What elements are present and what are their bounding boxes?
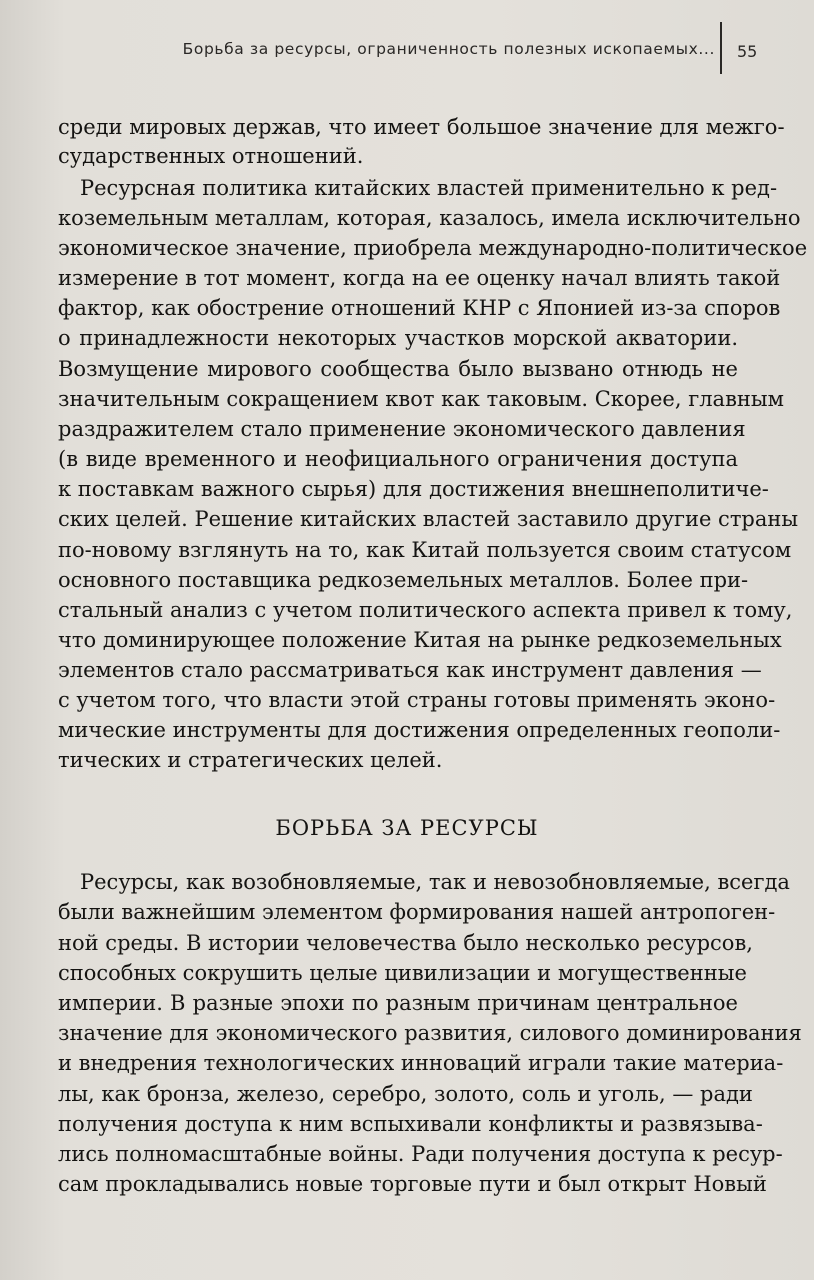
text-line: были важнейшим элементом формирования нашей антропоген-: [58, 900, 776, 924]
text-line: Ресурсы, как возобновляемые, так и невозобновляемые, всегда: [80, 870, 790, 894]
text-line: раздражителем стало применение экономического давления: [58, 417, 746, 441]
header-divider: [720, 22, 722, 74]
text-line: и внедрения технологических инноваций играли такие материа-: [58, 1051, 784, 1075]
text-line: тических и стратегических целей.: [58, 748, 443, 772]
section-heading: БОРЬБА ЗА РЕСУРСЫ: [275, 816, 539, 840]
text-line: измерение в тот момент, когда на ее оценку начал влиять такой: [58, 266, 781, 290]
text-line: значительным сокращением квот как таковым. Скорее, главным: [58, 387, 784, 411]
text-line: Возмущение мирового сообщества было вызвано отнюдь не: [58, 357, 738, 381]
text-line: империи. В разные эпохи по разным причинам центральное: [58, 991, 738, 1015]
text-line: сам прокладывались новые торговые пути и был открыт Новый: [58, 1172, 767, 1196]
text-line: с учетом того, что власти этой страны готовы применять эконо-: [58, 688, 776, 712]
text-line: способных сокрушить целые цивилизации и могущественные: [58, 961, 747, 985]
text-line: коземельным металлам, которая, казалось, имела исключительно: [58, 206, 801, 230]
text-line: о принадлежности некоторых участков морской акватории.: [58, 326, 738, 350]
text-line: к поставкам важного сырья) для достижения внешнеполитиче-: [58, 477, 769, 501]
text-line: стальный анализ с учетом политического аспекта привел к тому,: [58, 598, 793, 622]
text-line: лы, как бронза, железо, серебро, золото, соль и уголь, — ради: [58, 1082, 753, 1106]
text-line: среди мировых держав, что имеет большое значение для межго-: [58, 115, 785, 139]
text-line: (в виде временного и неофициального ограничения доступа: [58, 447, 738, 471]
text-line: ной среды. В истории человечества было несколько ресурсов,: [58, 931, 753, 955]
text-line: сударственных отношений.: [58, 144, 364, 168]
text-line: ских целей. Решение китайских властей заставило другие страны: [58, 507, 799, 531]
text-line: экономическое значение, приобрела международно-политическое: [58, 236, 808, 260]
text-line: лись полномасштабные войны. Ради получения доступа к ресур-: [58, 1142, 783, 1166]
running-title: Борьба за ресурсы, ограниченность полезных ископаемых...: [182, 40, 715, 58]
text-line: значение для экономического развития, силового доминирования: [58, 1021, 802, 1045]
text-line: мические инструменты для достижения определенных геополи-: [58, 718, 781, 742]
text-line: основного поставщика редкоземельных металлов. Более при-: [58, 568, 749, 592]
page-number: 55: [737, 42, 758, 61]
text-line: Ресурсная политика китайских властей применительно к ред-: [80, 176, 778, 200]
text-line: фактор, как обострение отношений КНР с Японией из-за споров: [58, 296, 781, 320]
text-line: что доминирующее положение Китая на рынке редкоземельных: [58, 628, 782, 652]
text-line: по-новому взглянуть на то, как Китай пользуется своим статусом: [58, 538, 792, 562]
text-line: получения доступа к ним вспыхивали конфликты и развязыва-: [58, 1112, 763, 1136]
text-line: элементов стало рассматриваться как инструмент давления —: [58, 658, 762, 682]
